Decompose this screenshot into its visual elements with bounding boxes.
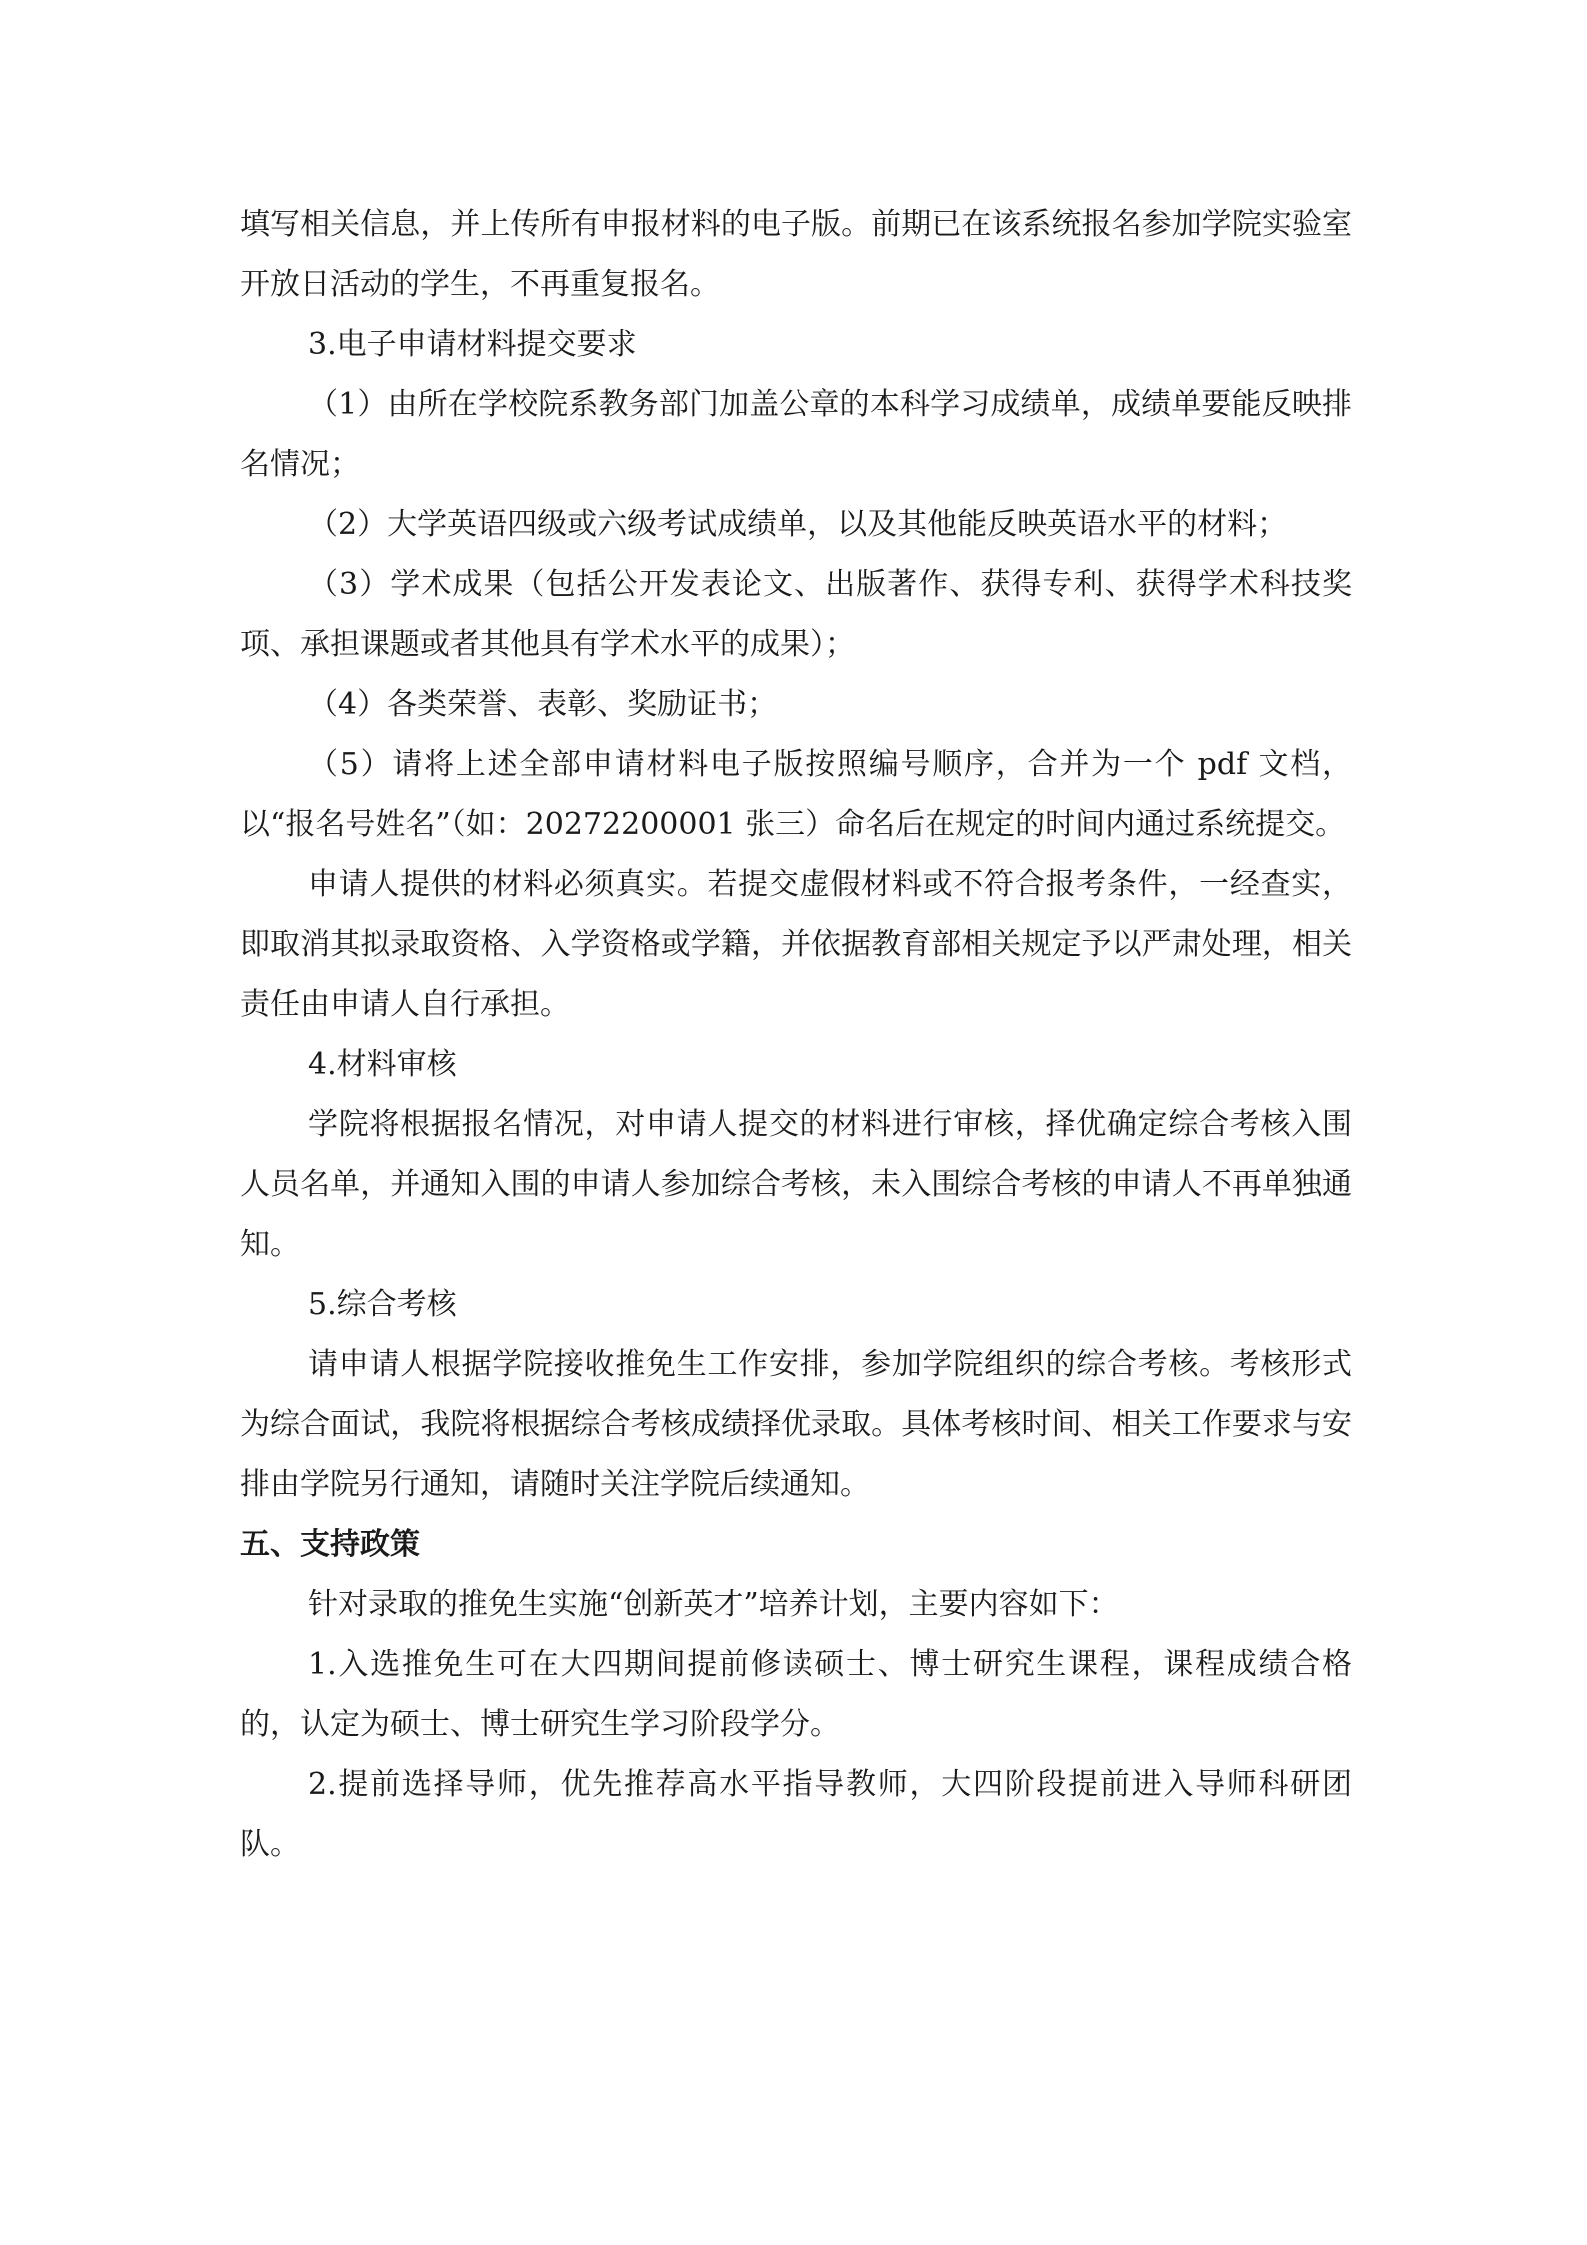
list-item-3: （3）学术成果（包括公开发表论文、出版著作、获得专利、获得学术科技奖项、承担课题或者其他具有学术水平的成果）； [240, 567, 1352, 662]
list-item-5: （5）请将上述全部申请材料电子版按照编号顺序，合并为一个 pdf 文档，以“报名号姓名”（如：20272200001 张三）命名后在规定的时间内通过系统提交。 [240, 747, 1352, 842]
paragraph-1: 填写相关信息，并上传所有申报材料的电子版。前期已在该系统报名参加学院实验室开放日活动的学生，不再重复报名。 [240, 207, 1352, 302]
policy-intro: 针对录取的推免生实施“创新英才”培养计划，主要内容如下： [308, 1587, 1119, 1622]
subheading-5: 5.综合考核 [308, 1287, 457, 1322]
list-item-1: （1）由所在学校院系教务部门加盖公章的本科学习成绩单，成绩单要能反映排名情况； [240, 387, 1352, 482]
section-heading: 五、支持政策 [240, 1527, 420, 1562]
review-paragraph: 学院将根据报名情况，对申请人提交的材料进行审核，择优确定综合考核入围人员名单，并通知入围的申请人参加综合考核，未入围综合考核的申请人不再单独通知。 [240, 1107, 1352, 1262]
authenticity-paragraph: 申请人提供的材料必须真实。若提交虚假材料或不符合报考条件，一经查实，即取消其拟录取资格、入学资格或学籍，并依据教育部相关规定予以严肃处理，相关责任由申请人自行承担。 [240, 867, 1352, 1022]
policy-item-2: 2.提前选择导师，优先推荐高水平指导教师，大四阶段提前进入导师科研团队。 [240, 1767, 1352, 1862]
subheading-4: 4.材料审核 [308, 1047, 457, 1082]
document-body [240, 195, 1352, 1875]
list-item-2: （2）大学英语四级或六级考试成绩单，以及其他能反映英语水平的材料； [308, 507, 1288, 542]
list-item-4: （4）各类荣誉、表彰、奖励证书； [308, 687, 778, 722]
policy-item-1: 1.入选推免生可在大四期间提前修读硕士、博士研究生课程，课程成绩合格的，认定为硕士、博士研究生学习阶段学分。 [240, 1647, 1352, 1742]
subheading-3: 3.电子申请材料提交要求 [308, 327, 637, 362]
assessment-paragraph: 请申请人根据学院接收推免生工作安排，参加学院组织的综合考核。考核形式为综合面试，我院将根据综合考核成绩择优录取。具体考核时间、相关工作要求与安排由学院另行通知，请随时关注学院后续通知。 [240, 1347, 1352, 1502]
